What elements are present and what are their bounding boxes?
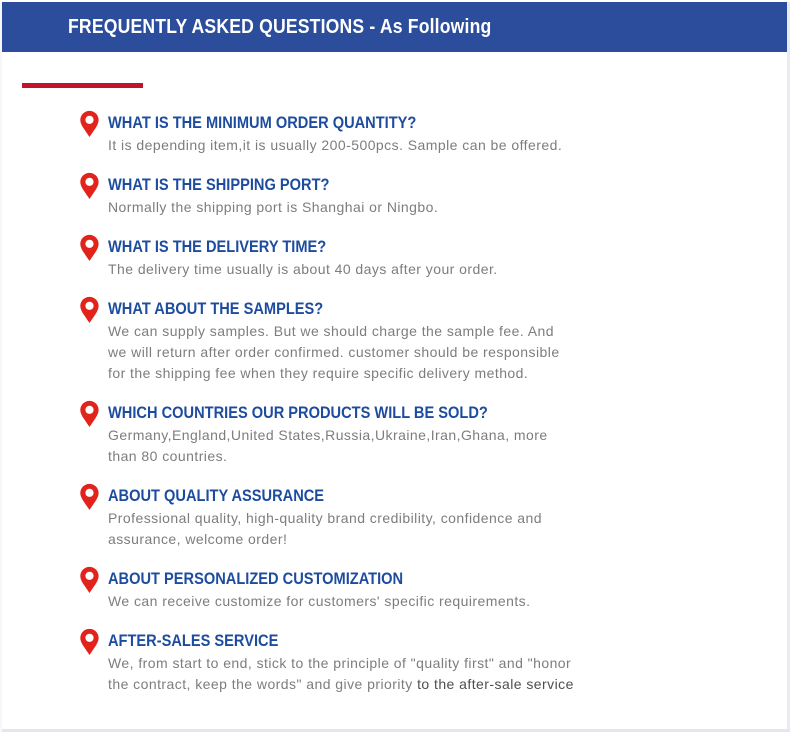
map-pin-icon (79, 628, 101, 656)
faq-answer-text: It is depending item,it is usually 200-500pcs. Sample can be offered. (108, 137, 563, 153)
page-title-sub: As Following (379, 15, 492, 38)
faq-item (79, 175, 790, 218)
faq-item (79, 237, 790, 280)
faq-item-content (108, 486, 576, 550)
faq-item (79, 631, 790, 695)
faq-answer-text: Germany,England,United States,Russia,Ukraine,Iran,Ghana, more than 80 countries. (108, 427, 548, 464)
page-title-main: FREQUENTLY ASKED QUESTIONS - (68, 15, 376, 38)
faq-item-content (108, 113, 576, 156)
faq-answer-text: We can supply samples. But we should charge the sample fee. And we will return after order confirmed. customer should be responsible for the shipping fee when they require specific delivery method. (108, 323, 560, 381)
faq-answer (108, 321, 576, 384)
faq-item-content (108, 631, 576, 695)
faq-item-content (108, 237, 576, 280)
page-title (68, 16, 491, 39)
faq-question: WHAT IS THE DELIVERY TIME? (108, 237, 327, 256)
map-pin-icon (79, 483, 101, 511)
faq-question: WHAT IS THE MINIMUM ORDER QUANTITY? (108, 113, 417, 132)
faq-answer (108, 591, 576, 612)
faq-answer (108, 425, 576, 467)
faq-item-content (108, 569, 576, 612)
map-pin-icon (79, 234, 101, 262)
map-pin-icon (79, 566, 101, 594)
faq-answer-text: The delivery time usually is about 40 days after your order. (108, 261, 498, 277)
map-pin-icon (79, 110, 101, 138)
faq-item-content (108, 403, 576, 467)
faq-answer (108, 197, 576, 218)
faq-question: AFTER-SALES SERVICE (108, 631, 279, 650)
faq-item (79, 569, 790, 612)
faq-question: ABOUT QUALITY ASSURANCE (108, 486, 325, 505)
faq-header-bar (2, 2, 790, 52)
map-pin-icon (79, 400, 101, 428)
faq-item-content (108, 299, 576, 384)
map-pin-icon (79, 296, 101, 324)
faq-item (79, 403, 790, 467)
faq-answer-text: We can receive customize for customers' specific requirements. (108, 593, 531, 609)
faq-item-content (108, 175, 576, 218)
faq-answer (108, 259, 576, 280)
map-pin-icon (79, 172, 101, 200)
faq-answer (108, 508, 576, 550)
faq-question: ABOUT PERSONALIZED CUSTOMIZATION (108, 569, 404, 588)
faq-item (79, 113, 790, 156)
faq-answer (108, 653, 576, 695)
faq-question: WHAT ABOUT THE SAMPLES? (108, 299, 324, 318)
faq-answer-text: We, from start to end, stick to the principle of "quality first" and "honor the contract, keep the words" and give priority (108, 655, 572, 692)
faq-answer-text: Normally the shipping port is Shanghai or Ningbo. (108, 199, 439, 215)
faq-item (79, 299, 790, 384)
faq-answer-highlight: to the after-sale service (417, 676, 574, 692)
faq-answer (108, 135, 576, 156)
faq-question: WHAT IS THE SHIPPING PORT? (108, 175, 330, 194)
faq-answer-text: Professional quality, high-quality brand credibility, confidence and assurance, welcome order! (108, 510, 542, 547)
faq-list (2, 88, 790, 695)
faq-question: WHICH COUNTRIES OUR PRODUCTS WILL BE SOLD? (108, 403, 488, 422)
faq-item (79, 486, 790, 550)
